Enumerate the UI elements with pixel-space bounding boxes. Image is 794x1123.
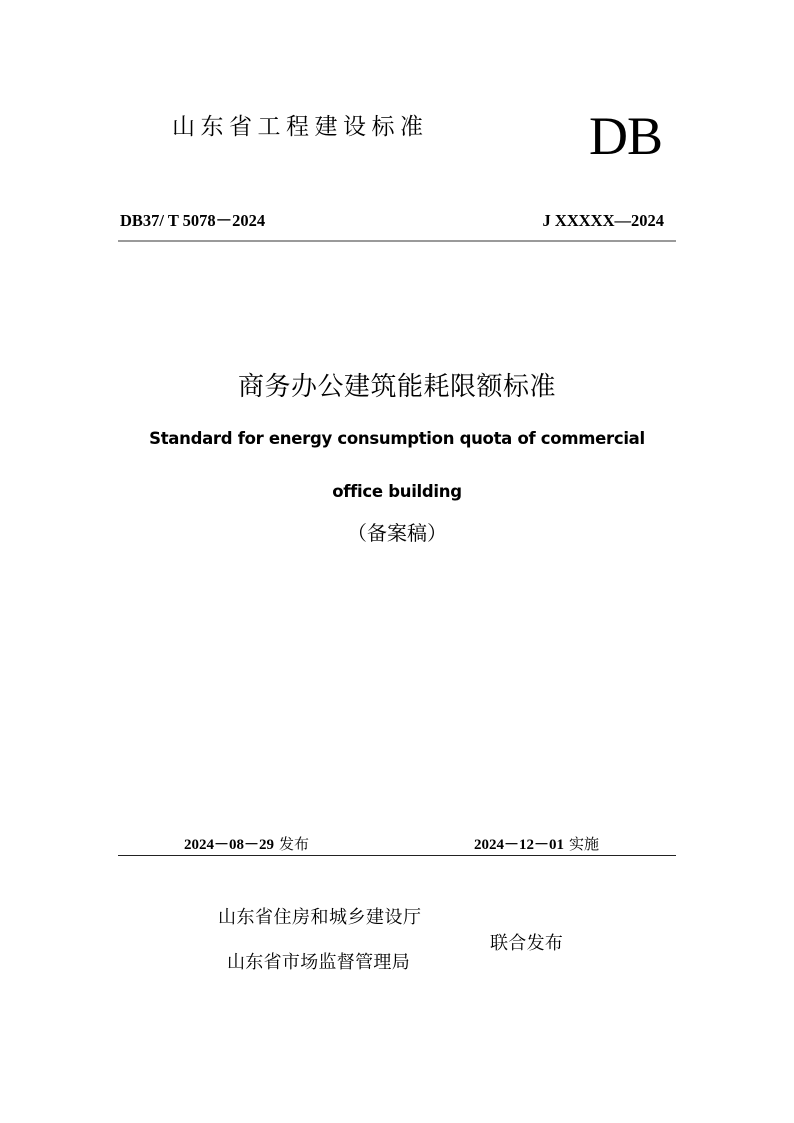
issue-label: 发布 [279, 835, 310, 853]
implementation-date-block [474, 833, 599, 856]
header-divider [118, 240, 676, 242]
standard-code: DB37/ T 5078－2024 [120, 211, 266, 230]
issuer-organization-2: 山东省市场监督管理局 [227, 952, 410, 973]
issue-date: 2024－08－29 [184, 837, 275, 853]
document-title-english-line-1: Standard for energy consumption quota of commercial [149, 429, 645, 448]
document-title-english-line-2: office building [332, 482, 462, 501]
standard-series-title: 山东省工程建设标准 [172, 114, 429, 140]
document-title-chinese: 商务办公建筑能耗限额标准 [237, 372, 556, 402]
issuer-organization-1: 山东省住房和城乡建设厅 [218, 907, 422, 928]
record-code: J XXXXX—2024 [542, 211, 664, 230]
draft-status-label: （备案稿） [347, 521, 447, 545]
implementation-date: 2024－12－01 [474, 837, 565, 853]
implementation-label: 实施 [569, 835, 600, 853]
footer-divider [118, 855, 676, 856]
db-mark: DB [589, 106, 663, 166]
joint-issue-label: 联合发布 [490, 933, 564, 954]
issue-date-block [184, 833, 309, 856]
